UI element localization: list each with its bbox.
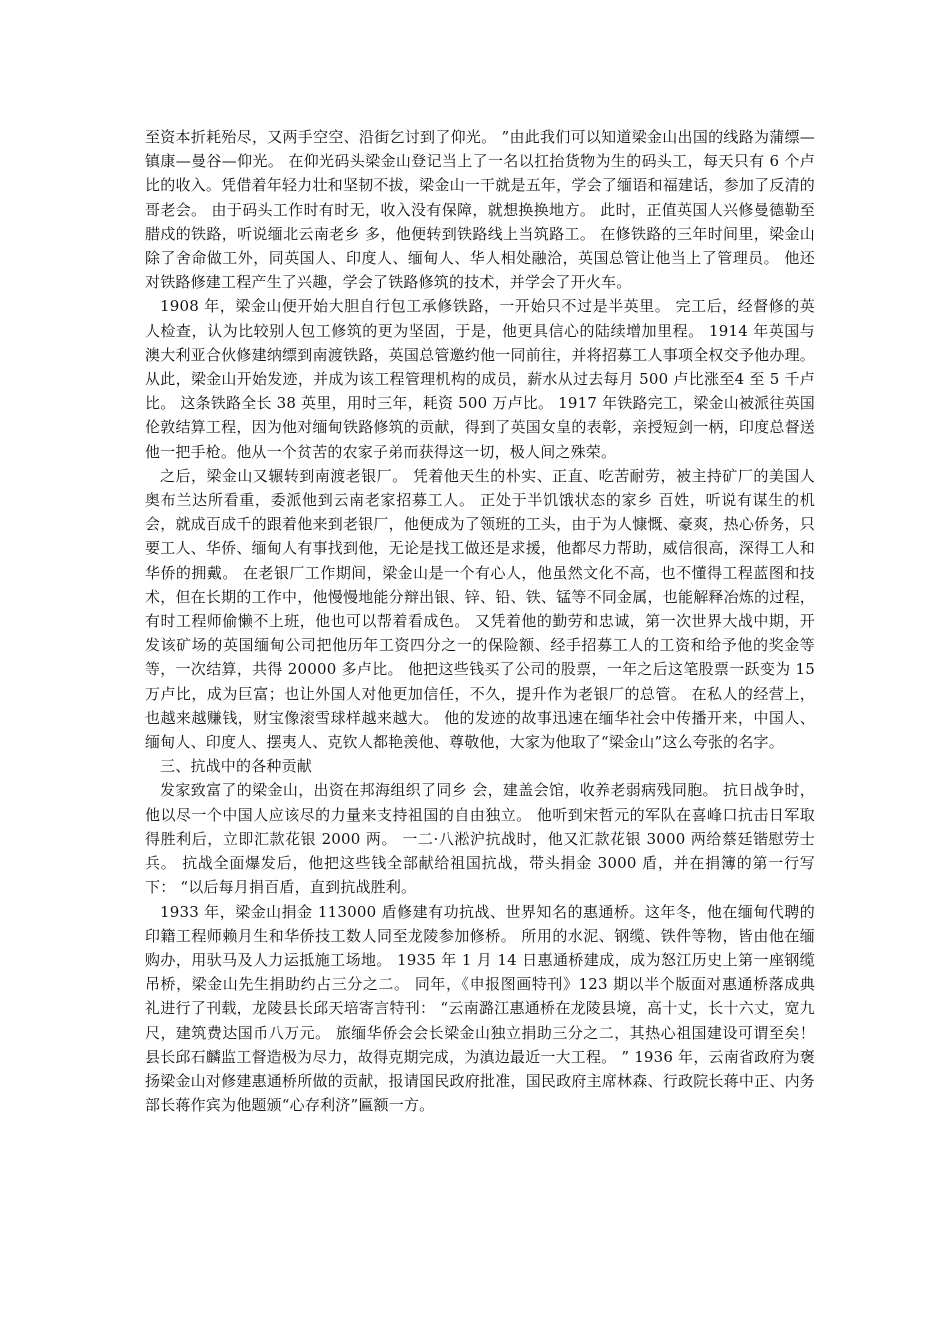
paragraph: 之后，梁金山又辗转到南渡老银厂。 凭着他天生的朴实、正直、吃苦耐劳，被主持矿厂的美国人奥布兰达所看重，委派他到云南老家招募工人。 正处于半饥饿状态的家乡 百姓，听说有谋生的机会，就成百成千的跟着他来到老银厂，他便成为了领班的工头，由于为人慷慨、豪爽，热心侨务，只要工人、华侨、缅甸人有事找到他，无论是找工做还是求援，他都尽力帮助，威信很高，深得工人和华侨的拥戴。 在老银厂工作期间，梁金山是一个有心人，他虽然文化不高，也不懂得工程蓝图和技术，但在长期的工作中，他慢慢地能分辩出银、锌、铅、铁、锰等不同金属，也能解释冶炼的过程，有时工程师偷懒不上班，他也可以帮着看成色。 又凭着他的勤劳和忠诚，第一次世界大战中期，开发该矿场的英国缅甸公司把他历年工资四分之一的保险额、经手招募工人的工资和给予他的奖金等等，一次结算，共得 20000 多卢比。 他把这些钱买了公司的股票，一年之后这笔股票一跃变为 15 万卢比，成为巨富；也让外国人对他更加信任，不久，提升作为老银厂的总管。 在私人的经营上，也越来越赚钱，财宝像滚雪球样越来越大。 他的发迹的故事迅速在缅华社会中传播开来，中国人、缅甸人、印度人、摆夷人、克钦人都艳羡他、尊敬他，大家为他取了“梁金山”这么夸张的名字。 xyxy=(145,466,815,752)
document-body xyxy=(145,125,815,1117)
paragraph: 至资本折耗殆尽，又两手空空、沿街乞讨到了仰光。 ”由此我们可以知道梁金山出国的线路为蒲缥—镇康—曼谷—仰光。 在仰光码头梁金山登记当上了一名以扛抬货物为生的码头工，每天只有 6 个卢比的收入。凭借着年轻力壮和坚韧不拔，梁金山一干就是五年，学会了缅语和福建话，参加了反清的哥老会。 由于码头工作时有时无，收入没有保障，就想换换地方。 此时，正值英国人兴修曼德勒至腊戍的铁路，听说缅北云南老乡 多，他便转到铁路线上当筑路工。 在修铁路的三年时间里，梁金山除了舍命做工外，同英国人、印度人、缅甸人、华人相处融洽，英国总管让他当上了管理员。 他还对铁路修建工程产生了兴趣，学会了铁路修筑的技术，并学会了开火车。 xyxy=(145,128,815,292)
paragraph: 1908 年，梁金山便开始大胆自行包工承修铁路，一开始只不过是半英里。 完工后，经督修的英人检查，认为比较别人包工修筑的更为坚固，于是，他更具信心的陆续增加里程。 1914 年英国与澳大利亚合伙修建纳缥到南渡铁路，英国总管邀约他一同前往，并将招募工人事项全权交予他办理。 从此，梁金山开始发迹，并成为该工程管理机构的成员，薪水从过去每月 500 卢比涨至4 至 5 千卢比。 这条铁路全长 38 英里，用时三年，耗资 500 万卢比。 1917 年铁路完工，梁金山被派往英国伦敦结算工程，因为他对缅甸铁路修筑的贡献，得到了英国女皇的表彰，亲授短剑一柄，印度总督送他一把手枪。他从一个贫苦的农家子弟而获得这一切，极人间之殊荣。 xyxy=(145,297,815,461)
section-heading: 三、抗战中的各种贡献 xyxy=(160,757,313,776)
paragraph: 1933 年，梁金山捐金 113000 盾修建有功抗战、世界知名的惠通桥。这年冬，他在缅甸代聘的印籍工程师赖月生和华侨技工数人同至龙陵参加修桥。 所用的水泥、钢缆、铁件等物，皆由他在缅购办，用驮马及人力运抵施工场地。 1935 年 1 月 14 日惠通桥建成，成为怒江历史上第一座钢缆吊桥，梁金山先生捐助约占三分之二。 同年，《申报图画特刊》123 期以半个版面对惠通桥落成典礼进行了刊载，龙陵县长邱天培寄言特刊： “云南潞江惠通桥在龙陵县境，高十丈，长十六丈，宽九尺，建筑费达国币八万元。 旅缅华侨会会长梁金山独立捐助三分之二，其热心祖国建设可谓至矣！ 县长邱石麟监工督造极为尽力，故得克期完成，为滇边最近一大工程。 ” 1936 年，云南省政府为褒扬梁金山对修建惠通桥所做的贡献，报请国民政府批准，国民政府主席林森、行政院长蒋中正、内务部长蒋作宾为他题颁“心存利济”匾额一方。 xyxy=(145,902,815,1115)
paragraph: 发家致富了的梁金山，出资在邦海组织了同乡 会，建盖会馆，收养老弱病残同胞。 抗日战争时，他以尽一个中国人应该尽的力量来支持祖国的自由独立。 他听到宋哲元的军队在喜峰口抗击日军取得胜利后，立即汇款花银 2000 两。 一二·八淞沪抗战时，他又汇款花银 3000 两给蔡廷锴慰劳士兵。 抗战全面爆发后，他把这些钱全部献给祖国抗战，带头捐金 3000 盾，并在捐簿的第一行写下： “以后每月捐百盾，直到抗战胜利。 xyxy=(145,781,815,897)
